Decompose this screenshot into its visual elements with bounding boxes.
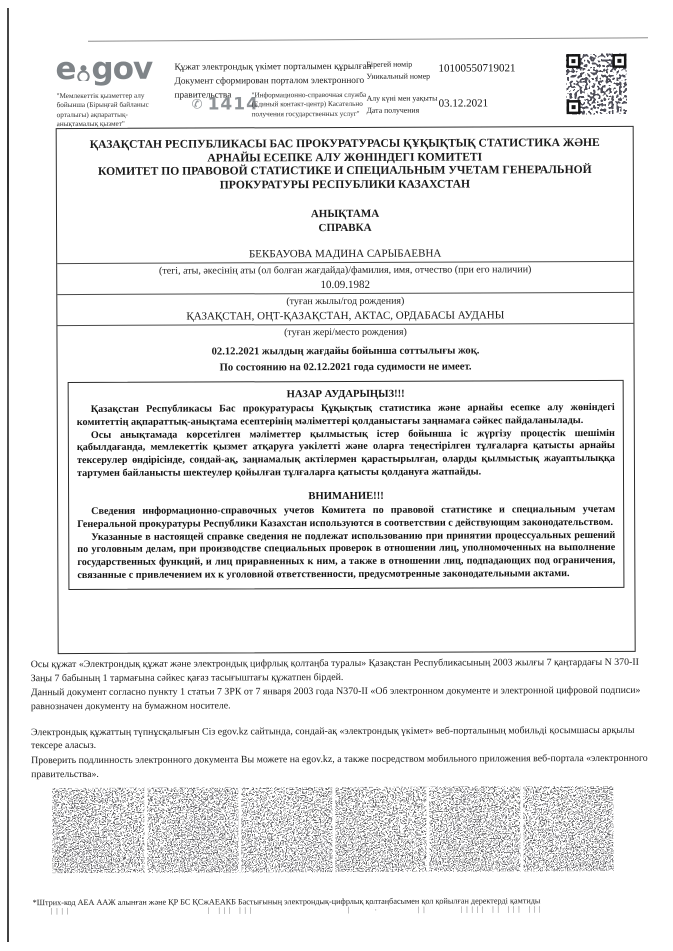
- legal-notes: [31, 656, 654, 783]
- fragment: ||||| || ||| |||: [459, 906, 543, 915]
- committee-title-ru: КОМИТЕТ ПО ПРАВОВОЙ СТАТИСТИКЕ И СПЕЦИАЛЬНЫМ УЧЕТАМ ГЕНЕРАЛЬНОЙ ПРОКУРАТУРЫ РЕСПУБЛИКИ КАЗАХСТАН: [97, 163, 592, 192]
- fragment: | ||| |||: [206, 907, 254, 916]
- header-created-kk: Құжат электрондық үкімет порталымен құрылған: [174, 61, 372, 73]
- conviction-status-kk: 02.12.2021 жылдың жағдайы бойынша соттылығы жоқ.: [211, 345, 480, 358]
- conviction-status-ru: По состоянию на 02.12.2021 года судимости не имеет.: [219, 361, 472, 374]
- warning-box: [68, 380, 625, 590]
- unique-number-value: 10100550719021: [438, 62, 516, 75]
- qr-code: [564, 52, 628, 121]
- phone-number: 1414: [207, 94, 259, 115]
- warning-title-ru: ВНИМАНИЕ!!!: [308, 491, 384, 503]
- birth-place-caption: (туған жері/место рождения): [284, 327, 407, 339]
- unique-number-label-ru: Уникальный номер: [366, 71, 431, 81]
- receive-date-value: 03.12.2021: [438, 97, 489, 110]
- person-icon: [76, 64, 90, 81]
- fragment: |: [346, 906, 352, 915]
- egov-logo-gov: gov: [91, 50, 153, 87]
- legal-note-kk-1: Осы құжат «Электрондық құжат және электрондық цифрлық қолтаңба туралы» Қазақстан Республикасының 2003 жылғы 7 қаңтардағы N 370-II Заңы 7 бабының 1 тармағына сәйкес қағаз тасығыштағы құжатпен бірдей.: [30, 656, 639, 684]
- person-name-caption: (тегі, аты, әкесінің аты (ол болған жағдайда)/фамилия, имя, отчество (при его наличии): [159, 264, 532, 277]
- verify-note-kk: Электрондық құжаттың түпнұсқалығын Сіз egov.kz сайтында, сондай-ақ «электрондық үкімет» веб-порталының мобильді қосымшасы арқылы тексере аласыз.: [30, 724, 635, 752]
- barcode-note: *Штрих-код АЕА ААЖ алынған және ҚР БС ҚСжАЕАКБ Бастығының электрондық-цифрлық қолтаңбасымен қол қойылған деректерді қамтиды: [32, 896, 541, 908]
- legal-note-ru-1: Данный документ согласно пункту 1 статьи 7 ЗРК от 7 января 2003 года N370-II «Об электронном документе и электронной цифровой подписи» равнозначен документу на бумажном носителе.: [30, 685, 641, 713]
- phone-icon: ✆: [191, 97, 203, 113]
- receive-date-label-kk: Алу күні мен уақыты: [366, 93, 438, 103]
- document-type: [57, 206, 633, 237]
- committee-title-kk: ҚАЗАҚСТАН РЕСПУБЛИКАСЫ БАС ПРОКУРАТУРАСЫ ҚҰҚЫҚТЫҚ СТАТИСТИКА ЖӘНЕ АРНАЙЫ ЕСЕПКЕ АЛУ ЖӨНІНДЕГІ КОМИТЕТІ: [89, 135, 600, 165]
- unique-number-label: [366, 59, 430, 83]
- signature-barcode: [52, 786, 613, 873]
- print-artifact-fragments: [2, 906, 673, 921]
- warning-paragraph-kk-1: Қазақстан Республикасы Бас прокуратурасы Құқықтық статистика және арнайы есепке алу жөніндегі комитеттің ақпараттық-анықтама есептерінің мәліметтері қолданыстағы заңнамаға сәйкес пайдаланылады.: [76, 402, 615, 429]
- verify-note-ru: Проверить подлинность электронного документа Вы можете на egov.kz, а также посредством мобильного приложения веб-портала «электронного правительства».: [31, 752, 648, 780]
- egov-logo: [55, 50, 153, 88]
- fragment: ||: [416, 906, 428, 915]
- header-created-ru: Документ сформирован порталом электронного правительства: [174, 75, 365, 101]
- warning-title-kk: НАЗАР АУДАРЫҢЫЗ!!!: [286, 389, 405, 401]
- birth-date: 10.09.1982: [57, 278, 633, 295]
- warning-paragraph-kk-2: Осы анықтамада көрсетілген мәліметтер қылмыстық істер бойынша іс жүргізу процестік шешімін қабылдағанда, мемлекеттік қызмет атқаруға уәкілетті және оларға теңестірілген тұлғаларға қатысты арнайы тексерулер өндірісінде, сондай-ақ, заңнамалық актілермен қарастырылған, оларды қылмыстық жауаптылыққа тартумен байланысты шектеулер қойылған тұлғаларға қатысты қолдануға жатпайды.: [76, 427, 615, 479]
- fragment: ||||: [49, 908, 71, 917]
- warning-paragraph-ru-2: Указанные в настоящей справке сведения не подлежат использованию при принятии процессуальных решений по уголовным делам, при производстве специальных проверок в отношении лиц, уполномоченных на выполнение государственных функций, и лиц приравненных к ним, а также в отношении лиц, подпадающих под ограничения, связанные с привлечением их к уголовной ответственности, предусмотренные законодательными актами.: [77, 529, 616, 581]
- warning-paragraph-ru-1: Сведения информационно-справочных учетов Комитета по правовой статистике и специальным учетам Генеральной прокуратуры Республики Казахстан используются в соответствии с действующим законодательством.: [77, 504, 616, 531]
- header-service-text-kk: "Мемлекеттік қызметтер алу бойынша (Бірыңғай байланыс орталығы) ақпараттық-анықтамалық қызмет": [56, 91, 149, 129]
- birth-date-caption: (туған жылы/год рождения): [286, 296, 405, 308]
- document-type-ru: СПРАВКА: [318, 221, 372, 235]
- fragment: ·: [373, 906, 379, 915]
- certificate-box: [56, 126, 636, 654]
- document-type-kk: АНЫҚТАМА: [310, 207, 380, 220]
- person-name: БЕКБАУОВА МАДИНА САРЫБАЕВНА: [57, 247, 633, 264]
- contact-phone: [192, 94, 259, 114]
- receive-date-label: [367, 93, 438, 117]
- unique-number-label-kk: Бірегей нөмір: [366, 59, 413, 69]
- birth-place: ҚАЗАҚСТАН, ОҢТ-ҚАЗАҚСТАН, АКТАС, ОРДАБАСЫ АУДАНЫ: [57, 309, 633, 326]
- receive-date-label-ru: Дата получения: [366, 105, 420, 115]
- egov-logo-e: e: [55, 50, 76, 88]
- header-service-text-ru: "Информационно-справочная служба (Единый контакт-центр) Касательно получения государственных услуг": [251, 90, 367, 119]
